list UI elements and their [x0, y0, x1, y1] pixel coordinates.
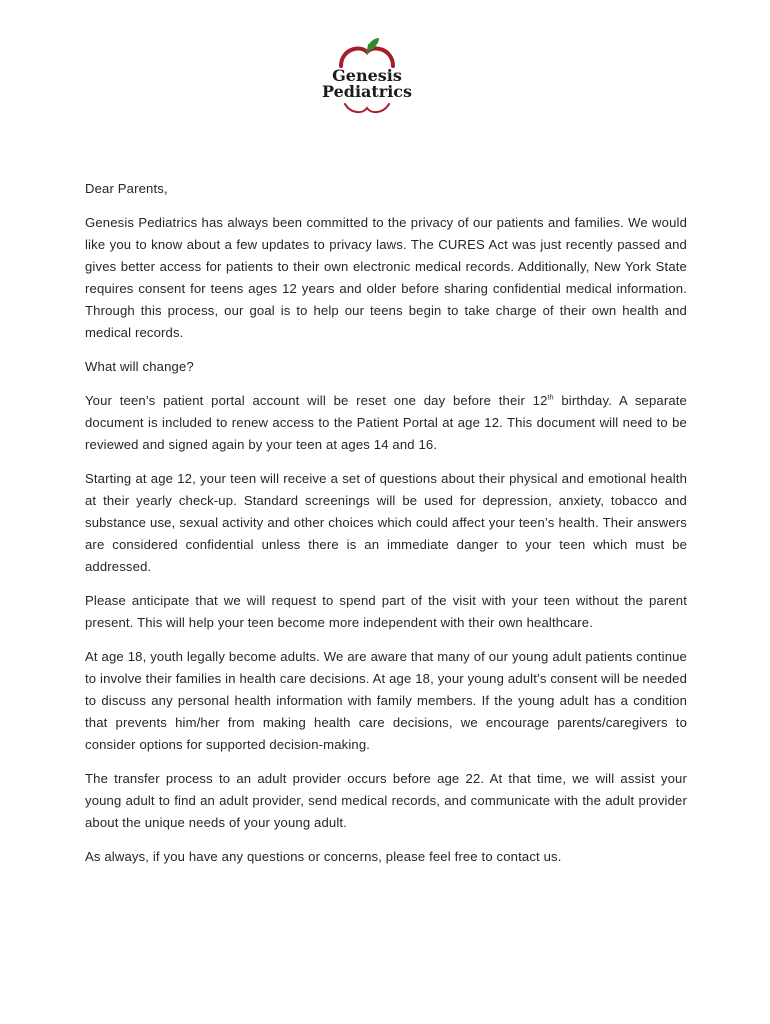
letter-body: [85, 178, 687, 880]
logo-text-genesis: Genesis: [332, 66, 402, 85]
salutation: Dear Parents,: [85, 181, 168, 196]
paragraph-private-visit: Please anticipate that we will request to spend part of the visit with your teen without the parent present. This will help your teen become more independent with their own healthcare.: [85, 593, 687, 630]
paragraph-age-18: At age 18, youth legally become adults. We are aware that many of our young adult patients continue to involve their families in health care decisions. At age 18, your young adult’s consent will be needed to discuss any personal health information with family members. If the young adult has a condition that prevents him/her from making health care decisions, we encourage parents/caregivers to consider options for supported decision-making.: [85, 649, 687, 752]
question-heading: What will change?: [85, 359, 194, 374]
portal-text-end: birthday. A separate document is included to renew access to the Patient Portal at age 12. This document will need to be reviewed and signed again by your teen at ages 14 and 16.: [85, 393, 687, 452]
paragraph-closing: As always, if you have any questions or concerns, please feel free to contact us.: [85, 849, 562, 864]
paragraph-intro: Genesis Pediatrics has always been committed to the privacy of our patients and families. We would like you to know about a few updates to privacy laws. The CURES Act was just recently passed and gives better access for patients to their own electronic medical records. Additionally, New York State requires consent for teens ages 12 years and older before sharing confidential medical information. Through this process, our goal is to help our teens begin to take charge of their own health and medical records.: [85, 215, 687, 340]
genesis-pediatrics-logo: [315, 36, 419, 116]
logo-text-pediatrics: Pediatrics: [321, 82, 413, 101]
ordinal-superscript: th: [547, 394, 554, 402]
paragraph-transfer: The transfer process to an adult provider occurs before age 22. At that time, we will assist your young adult to find an adult provider, send medical records, and communicate with the adult provider about the unique needs of your young adult.: [85, 771, 687, 830]
portal-text-start: Your teen’s patient portal account will be reset one day before their 12: [85, 393, 548, 408]
paragraph-portal: [85, 390, 687, 456]
paragraph-screenings: Starting at age 12, your teen will receive a set of questions about their physical and emotional health at their yearly check-up. Standard screenings will be used for depression, anxiety, tobacco and substance use, sexual activity and other choices which could affect your teen’s health. Their answers are considered confidential unless there is an immediate danger to your teen which must be addressed.: [85, 471, 687, 574]
